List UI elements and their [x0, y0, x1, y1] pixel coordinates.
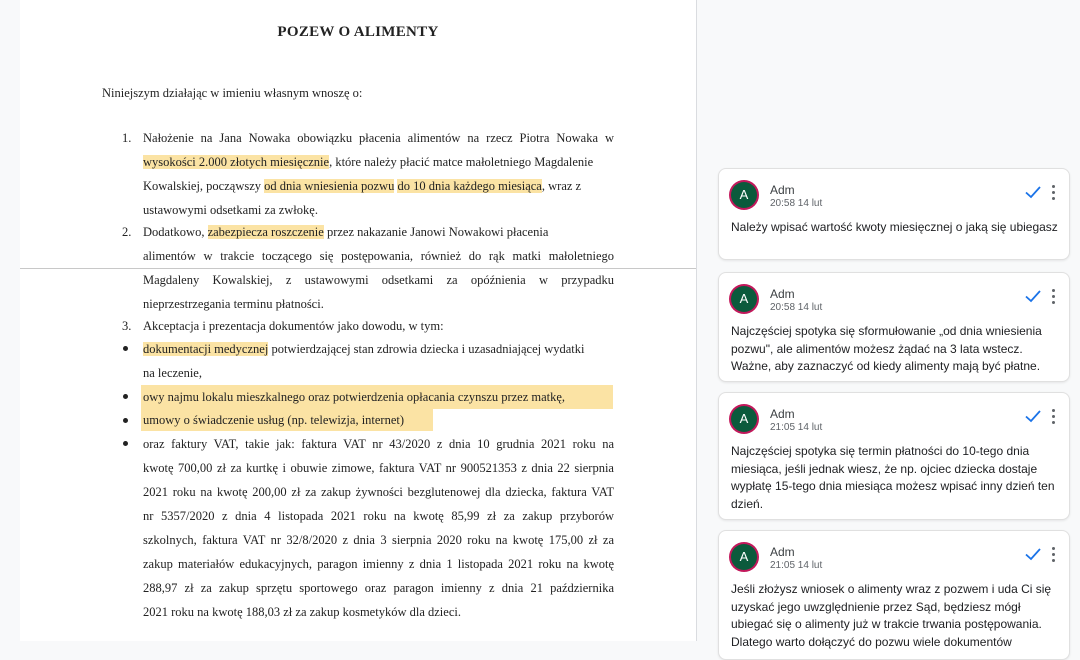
comment-author: Adm [770, 287, 795, 301]
bullet3-line[interactable]: umowy o świadczenie usług (np. telewizja, internet) [143, 413, 405, 427]
highlight-start-date[interactable]: od dnia wniesienia pozwu [264, 179, 395, 193]
comments-sidebar [697, 0, 1080, 649]
more-options-icon[interactable] [1052, 409, 1056, 425]
document-title: POZEW O ALIMENTY [277, 24, 439, 40]
bullet4-line[interactable]: szkolnych, faktura VAT nr 32/8/2020 z dnia 3 sierpnia 2020 roku na kwotę 175,00 zł za [143, 533, 614, 547]
resolve-check-icon[interactable] [1024, 407, 1042, 425]
more-options-icon[interactable] [1052, 547, 1056, 563]
item1-line1[interactable]: Nałożenie na Jana Nowaka obowiązku płacenia alimentów na rzecz Piotra Nowaka w [143, 131, 614, 145]
more-options-icon[interactable] [1052, 289, 1056, 305]
avatar: A [731, 406, 757, 432]
bullet4-line[interactable]: 2021 roku na kwotę 188,03 zł za zakup kosmetyków dla dzieci. [143, 605, 461, 619]
comment-card[interactable] [718, 168, 1070, 260]
item2-line1[interactable]: Dodatkowo, zabezpiecza roszczenie przez nakazanie Janowi Nowakowi płacenia [143, 225, 549, 239]
bullet1-line2[interactable]: na leczenie, [143, 366, 202, 380]
comment-text: Należy wpisać wartość kwoty miesięcznej o jaką się ubiegasz [731, 220, 1058, 234]
highlight-security[interactable]: zabezpiecza roszczenie [207, 225, 324, 239]
list-number-3: 3. [122, 319, 132, 333]
bullet4-line[interactable]: 2021 roku na kwotę 200,00 zł za zakup żywności bezglutenowej dla dziecka, faktura VAT [143, 485, 614, 499]
comment-card[interactable] [718, 392, 1070, 520]
highlight-medical-docs[interactable]: dokumentacji medycznej [143, 342, 269, 356]
comment-text: Najczęściej spotyka się termin płatności do 10-tego dnia miesiąca, jeśli jednak wiesz, że np. ojciec dziecka dostaje wypłatę 15-tego dnia miesiąca możesz wpisać inny dzień ten dzień. [731, 444, 1055, 511]
list-number-1: 1. [122, 131, 132, 145]
comment-author: Adm [770, 183, 795, 197]
comment-card[interactable] [718, 272, 1070, 382]
item2-line2[interactable]: alimentów w trakcie toczącego się postępowania, również do rąk matki małoletniego [143, 249, 614, 263]
comment-text: Najczęściej spotyka się sformułowanie „od dnia wniesienia pozwu", ale alimentów możesz żądać na 3 lata wstecz. Ważne, aby zaznaczyć od kiedy alimenty mają być płatne. [731, 324, 1042, 373]
comment-text: Jeśli złożysz wniosek o alimenty wraz z pozwem i uda Ci się uzyskać jego uwzględnienie przez Sąd, będziesz mógł ubiegać się o alimenty już w trakcie trwania postępowania. Dlatego warto dołączyć do pozwu wiele dokumentów [731, 582, 1052, 649]
item2-line3[interactable]: Magdaleny Kowalskiej, z ustawowymi odsetkami za opóźnienia w przypadku [143, 273, 614, 287]
bullet-dot [123, 394, 128, 399]
comment-time: 20:58 14 lut [770, 198, 823, 209]
item1-line3[interactable]: Kowalskiej, począwszy od dnia wniesienia pozwu do 10 dnia każdego miesiąca, wraz z [143, 179, 582, 193]
page-break-line [20, 268, 696, 269]
resolve-check-icon[interactable] [1024, 545, 1042, 563]
item2-line4[interactable]: nieprzestrzegania terminu płatności. [143, 297, 324, 311]
highlight-payment-day[interactable]: do 10 dnia każdego miesiąca [397, 179, 542, 193]
item3-line1[interactable]: Akceptacja i prezentacja dokumentów jako dowodu, w tym: [143, 319, 444, 333]
comment-author: Adm [770, 407, 795, 421]
avatar: A [731, 182, 757, 208]
document-page[interactable] [20, 0, 697, 641]
bullet4-line[interactable]: nr 5357/2020 z dnia 4 listopada 2021 roku na kwotę 85,99 zł za zakup przyborów [143, 509, 614, 523]
more-options-icon[interactable] [1052, 185, 1056, 201]
document-intro: Niniejszym działając w imieniu własnym wnoszę o: [102, 86, 363, 100]
bullet-dot [123, 441, 128, 446]
resolve-check-icon[interactable] [1024, 287, 1042, 305]
bullet4-line[interactable]: 288,97 zł za zakup sprzętu sportowego oraz paragon imienny z dnia 21 października [143, 581, 614, 595]
item1-line4[interactable]: ustawowymi odsetkami za zwłokę. [143, 203, 318, 217]
list-number-2: 2. [122, 225, 132, 239]
bullet1-line1[interactable]: dokumentacji medycznej potwierdzającej stan zdrowia dziecka i uzasadniającej wydatki [143, 342, 585, 356]
bullet4-line[interactable]: zakup materiałów edukacyjnych, paragon imienny z dnia 1 listopada 2021 roku na kwotę [143, 557, 614, 571]
bullet4-line[interactable]: kwotę 700,00 zł za kurtkę i obuwie zimowe, faktura VAT nr 900521353 z dnia 22 sierpnia [143, 461, 614, 475]
avatar: A [731, 544, 757, 570]
comment-time: 21:05 14 lut [770, 560, 823, 571]
avatar: A [731, 286, 757, 312]
bullet-dot [123, 418, 128, 423]
resolve-check-icon[interactable] [1024, 183, 1042, 201]
highlight-amount[interactable]: wysokości 2.000 złotych miesięcznie [143, 155, 330, 169]
bullet-dot [123, 346, 128, 351]
comment-time: 21:05 14 lut [770, 422, 823, 433]
bullet2-line[interactable]: owy najmu lokalu mieszkalnego oraz potwierdzenia opłacania czynszu przez matkę, [143, 390, 566, 404]
item1-line2[interactable]: wysokości 2.000 złotych miesięcznie, które należy płacić matce małoletniego Magdalenie [143, 155, 594, 169]
bullet4-line[interactable]: oraz faktury VAT, takie jak: faktura VAT nr 43/2020 z dnia 10 grudnia 2021 roku na [143, 437, 614, 451]
comment-author: Adm [770, 545, 795, 559]
comment-time: 20:58 14 lut [770, 302, 823, 313]
